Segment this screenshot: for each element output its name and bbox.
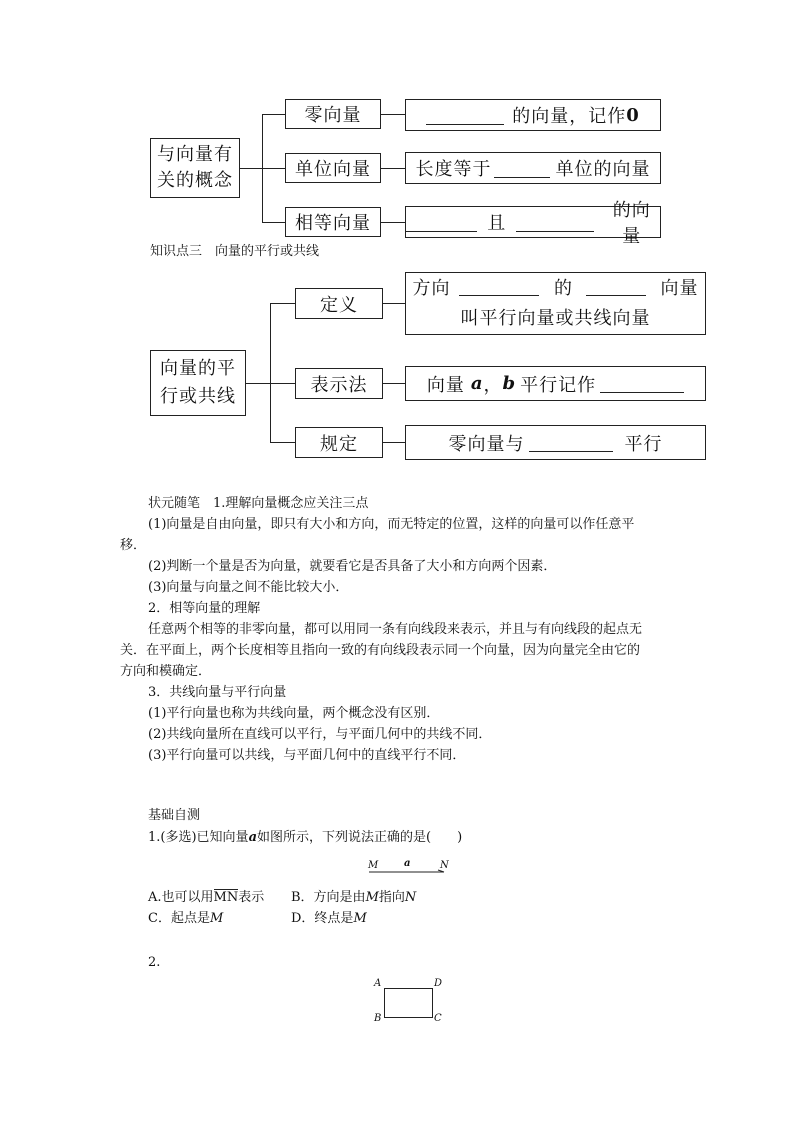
parallel-convention	[405, 425, 706, 460]
branch-notation	[295, 368, 383, 399]
branch-label: 定义	[320, 294, 358, 316]
definition-text: 的	[554, 277, 573, 299]
question-text: 如图所示，下列说法正确的是( )	[257, 830, 463, 845]
branch-label: 表示法	[310, 374, 368, 396]
definition-text: 的向量，记作	[512, 106, 627, 127]
definition-text: 叫平行向量或共线向量	[460, 307, 651, 329]
diagram2-root-box	[150, 350, 246, 416]
notes-subheading: 3．共线向量与平行向量	[148, 685, 287, 700]
option-b	[291, 887, 416, 908]
diagram1-root-line2: 关的概念	[157, 170, 233, 191]
notes-heading: 状元随笔 1.理解向量概念应关注三点	[148, 496, 369, 511]
notes-paragraph: (3)向量与向量之间不能比较大小．	[148, 580, 349, 595]
branch-label: 单位向量	[295, 159, 371, 180]
connector	[262, 114, 285, 115]
answer-blank	[459, 277, 539, 296]
notes-paragraph: 任意两个相等的非零向量，都可以用同一条有向线段来表示，并且与有向线段的起点无	[148, 622, 643, 637]
definition-text: 平行记作	[520, 374, 597, 396]
option-text: 指向	[378, 890, 405, 905]
zero-symbol: 0	[626, 104, 640, 126]
connector	[246, 383, 270, 384]
vector-mn-notation: MN	[213, 890, 239, 905]
definition-text: 的向量	[612, 200, 651, 247]
notes-paragraph: (1)向量是自由向量，即只有大小和方向，而无特定的位置，这样的向量可以作任意平	[148, 517, 635, 532]
answer-blank	[586, 277, 646, 296]
answer-blank	[426, 106, 504, 125]
vector-b-symbol: b	[502, 373, 517, 394]
answer-blank	[516, 213, 593, 232]
vector-a-symbol: a	[470, 373, 484, 394]
notes-paragraph: 关．在平面上，两个长度相等且指向一致的有向线段表示同一个向量，因为向量完全由它的	[120, 643, 641, 658]
notes-paragraph: (1)平行向量也称为共线向量，两个概念没有区别．	[148, 706, 440, 721]
vector-a-label: a	[404, 858, 411, 869]
notes-paragraph: (3)平行向量可以共线，与平面几何中的直线平行不同．	[148, 748, 466, 763]
branch-equal-vector	[285, 207, 381, 237]
answer-blank	[529, 433, 613, 452]
connector	[383, 383, 405, 384]
connector	[270, 303, 271, 442]
connector	[383, 442, 405, 443]
branch-label: 零向量	[304, 105, 362, 126]
option-text: B．方向是由	[291, 890, 366, 905]
parallel-notation	[405, 366, 706, 401]
section-title: 知识点三 向量的平行或共线	[150, 244, 320, 259]
diagram1-root-line1: 与向量有	[157, 144, 233, 165]
notes-paragraph: (2)判断一个量是否为向量，就要看它是否具备了大小和方向两个因素．	[148, 559, 557, 574]
branch-label: 相等向量	[295, 213, 371, 234]
option-text: A.也可以用	[148, 890, 214, 905]
diagram1-root-box	[150, 138, 240, 198]
definition-text: 方向	[412, 277, 451, 299]
point-m: M	[209, 911, 224, 926]
unit-vector-definition	[405, 152, 661, 184]
option-text: 表示	[238, 890, 265, 905]
connector	[262, 222, 285, 223]
test-heading: 基础自测	[148, 808, 201, 823]
option-d	[291, 908, 367, 929]
answer-blank	[600, 374, 684, 393]
question-1	[148, 827, 462, 848]
branch-definition	[295, 288, 383, 319]
question-2: 2.	[148, 955, 161, 970]
answer-blank	[406, 213, 477, 232]
vector-a-symbol: a	[248, 830, 257, 845]
point-b-label: B	[374, 1013, 382, 1024]
equal-vector-definition	[405, 200, 661, 247]
notes-paragraph: 移．	[120, 538, 147, 553]
branch-zero-vector	[285, 99, 381, 129]
notes-paragraph: 方向和模确定．	[120, 664, 212, 679]
definition-text: 长度等于	[415, 159, 492, 180]
question-text: 1.(多选)已知向量	[148, 830, 249, 845]
parallel-definition	[405, 272, 706, 335]
option-a	[148, 887, 264, 908]
definition-text: 零向量与	[448, 433, 525, 455]
branch-unit-vector	[285, 153, 381, 183]
rectangle-abcd	[384, 988, 433, 1018]
connector	[381, 114, 405, 115]
option-c	[148, 908, 223, 929]
definition-text: 向量	[426, 374, 465, 396]
connector	[262, 168, 285, 169]
branch-label: 规定	[320, 433, 358, 455]
diagram2-root-line1: 向量的平	[160, 358, 236, 379]
point-n: N	[404, 890, 417, 905]
definition-text: 平行	[624, 433, 663, 455]
connector	[383, 303, 405, 304]
definition-text: 单位的向量	[555, 159, 651, 180]
definition-text: 向量	[660, 277, 699, 299]
point-n-label: N	[440, 860, 449, 871]
option-text: D．终点是	[291, 911, 354, 926]
option-text: C．起点是	[148, 911, 210, 926]
definition-text: ，	[483, 374, 503, 396]
connector	[381, 168, 405, 169]
point-a-label: A	[374, 978, 382, 989]
branch-convention	[295, 427, 383, 458]
notes-subheading: 2．相等向量的理解	[148, 601, 261, 616]
definition-text: 且	[487, 213, 507, 234]
connector	[270, 303, 295, 304]
point-c-label: C	[434, 1013, 442, 1024]
connector	[270, 383, 295, 384]
point-d-label: D	[434, 978, 443, 989]
connector	[381, 222, 405, 223]
point-m-label: M	[368, 860, 379, 871]
zero-vector-definition	[405, 99, 661, 131]
answer-blank	[494, 159, 550, 178]
connector	[270, 442, 295, 443]
point-m: M	[365, 890, 379, 905]
notes-paragraph: (2)共线向量所在直线可以平行，与平面几何中的共线不同．	[148, 727, 492, 742]
point-m: M	[353, 911, 367, 926]
connector	[240, 168, 262, 169]
diagram2-root-line2: 行或共线	[160, 386, 236, 407]
